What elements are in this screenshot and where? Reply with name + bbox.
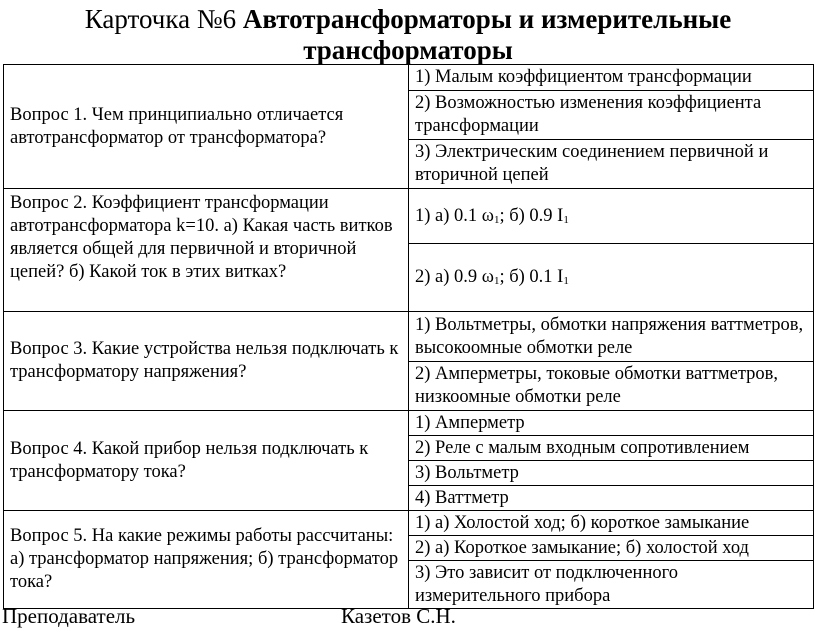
question-1: Вопрос 1. Чем принципиально отличается автотрансформатор от трансформатора? (4, 65, 409, 189)
question-3: Вопрос 3. Какие устройства нельзя подключать к трансформатору напряжения? (4, 312, 409, 411)
answer-1-2: 2) Возможностью изменения коэффициента трансформации (409, 91, 814, 140)
answer-5-1: 1) а) Холостой ход; б) короткое замыкание (409, 511, 814, 536)
card-title-prefix: Карточка №6 (84, 4, 243, 34)
answer-3-1: 1) Вольтметры, обмотки напряжения ваттметров, высокоомные обмотки реле (409, 312, 814, 362)
question-4: Вопрос 4. Какой прибор нельзя подключать к трансформатору тока? (4, 411, 409, 511)
teacher-role: Преподаватель (2, 604, 136, 628)
card-title (0, 4, 816, 66)
answer-3-2: 2) Амперметры, токовые обмотки ваттметров, низкоомные обмотки реле (409, 362, 814, 411)
answer-1-1: 1) Малым коэффициентом трансформации (409, 65, 814, 91)
answer-5-2: 2) а) Короткое замыкание; б) холостой ход (409, 536, 814, 561)
table-row (4, 511, 814, 536)
table-row (4, 312, 814, 362)
answer-4-4: 4) Ваттметр (409, 486, 814, 511)
question-5: Вопрос 5. На какие режимы работы рассчитаны: а) трансформатор напряжения; б) трансформатор тока? (4, 511, 409, 609)
card-title-topic-line2: трансформаторы (303, 35, 513, 65)
answer-4-3: 3) Вольтметр (409, 461, 814, 486)
quiz-table (3, 64, 814, 609)
table-row (4, 189, 814, 244)
answer-4-1: 1) Амперметр (409, 411, 814, 436)
answer-5-3: 3) Это зависит от подключенного измерительного прибора (409, 561, 814, 609)
answer-2-2: 2) а) 0.9 $\omega_1$; б) 0.1 $I_1$ (409, 244, 814, 312)
table-row (4, 65, 814, 91)
answer-1-3: 3) Электрическим соединением первичной и вторичной цепей (409, 140, 814, 189)
question-2: Вопрос 2. Коэффициент трансформации автотрансформатора k=10. а) Какая часть витков является общей для первичной и вторичной цепей? б) Какой ток в этих витках? (4, 189, 409, 312)
card-title-topic-line1: Автотрансформаторы и измерительные (242, 4, 732, 34)
answer-4-2: 2) Реле с малым входным сопротивлением (409, 436, 814, 461)
answer-2-1: 1) а) 0.1 $\omega_1$; б) 0.9 $I_1$ (409, 189, 814, 244)
teacher-name: Казетов С.Н. (341, 604, 456, 628)
table-row (4, 411, 814, 436)
